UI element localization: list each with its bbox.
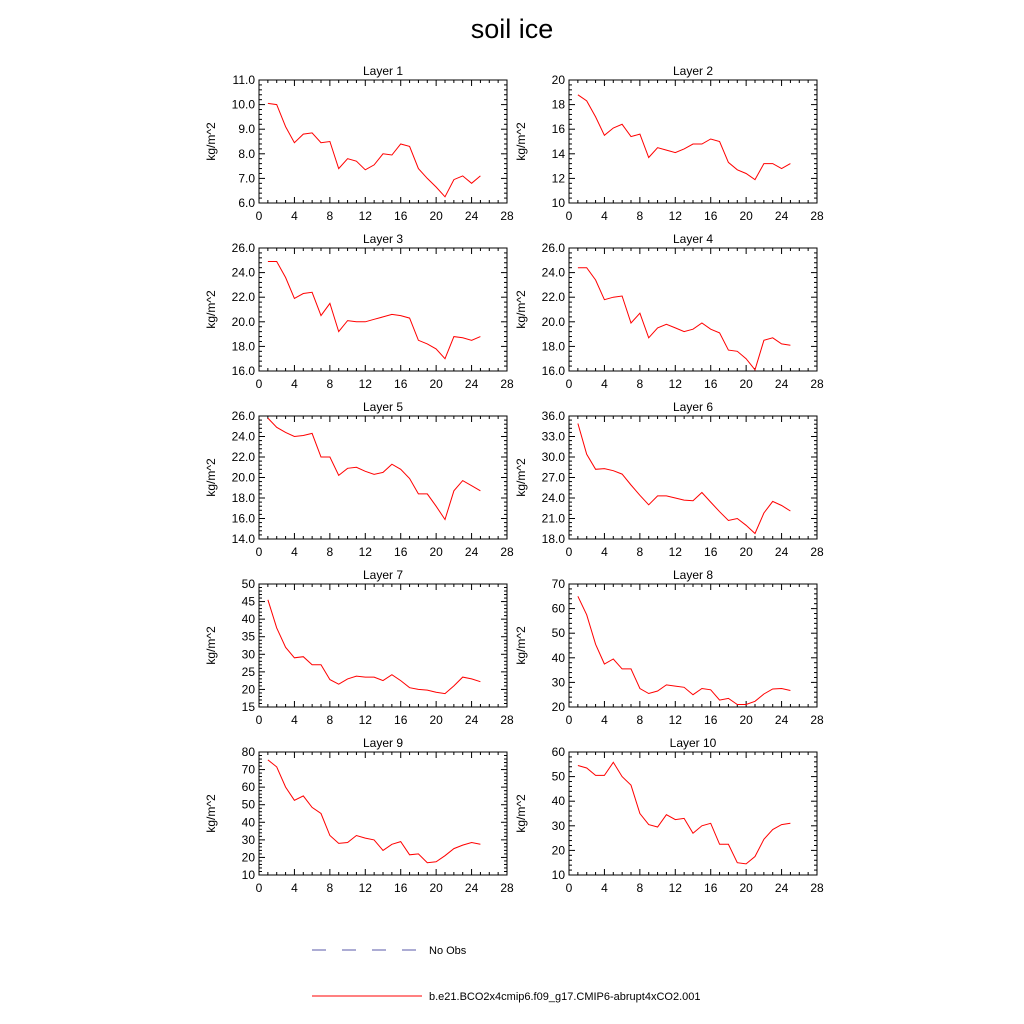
x-tick-label: 20 [429,881,443,895]
x-tick-label: 16 [704,209,718,223]
y-tick-label: 16.0 [541,364,565,378]
x-tick-label: 28 [500,713,514,727]
x-tick-label: 8 [636,881,644,895]
y-tick-label: 30 [551,818,565,833]
x-tick-label: 16 [704,713,718,727]
x-tick-label: 20 [429,713,443,727]
y-tick-label: 14.0 [231,532,255,546]
y-tick-label: 27.0 [541,470,565,485]
x-tick-label: 24 [464,881,479,895]
series-line [578,95,791,180]
y-tick-label: 20.0 [231,314,255,329]
y-axis-label: kg/m^2 [514,626,528,665]
x-tick-label: 12 [668,545,682,559]
x-tick-label: 4 [291,545,298,559]
page-title: soil ice [470,14,554,44]
x-tick-label: 24 [774,209,789,223]
x-tick-label: 16 [704,377,718,391]
x-tick-label: 8 [636,377,644,391]
x-tick-label: 8 [326,545,334,559]
panel-title: Layer 9 [362,736,404,750]
x-tick-label: 8 [326,209,334,223]
y-tick-label: 12 [551,171,565,186]
y-tick-label: 18.0 [541,339,565,354]
y-axis-label: kg/m^2 [204,458,218,497]
series-line [268,760,481,863]
x-tick-label: 4 [291,377,298,391]
x-tick-label: 12 [358,209,372,223]
x-tick-label: 24 [774,881,789,895]
y-tick-label: 50 [551,626,565,641]
x-tick-label: 0 [255,545,263,559]
series-line [578,762,791,864]
legend-label-1: No Obs [429,945,467,957]
x-tick-label: 0 [255,209,263,223]
y-tick-label: 10 [551,196,565,210]
y-axis-label: kg/m^2 [514,122,528,161]
y-tick-label: 50 [241,797,255,812]
y-axis-label: kg/m^2 [514,794,528,833]
y-tick-label: 18 [551,97,565,112]
y-tick-label: 18.0 [541,532,565,546]
y-tick-label: 20 [241,850,255,865]
y-axis-label: kg/m^2 [204,122,218,161]
y-tick-label: 40 [551,650,565,665]
y-tick-label: 16.0 [231,364,255,378]
plot-frame [259,584,507,707]
chart-panel-10 [514,736,824,895]
y-tick-label: 8.0 [238,146,255,161]
y-tick-label: 16 [551,122,565,137]
x-tick-label: 28 [500,209,514,223]
x-tick-label: 24 [464,377,479,391]
x-tick-label: 24 [774,713,789,727]
x-tick-label: 28 [810,209,824,223]
x-tick-label: 12 [668,713,682,727]
y-tick-label: 70 [551,577,565,591]
x-tick-label: 0 [255,377,263,391]
y-tick-label: 20 [551,843,565,858]
series-line [578,268,791,370]
x-tick-label: 16 [704,881,718,895]
x-tick-label: 16 [394,209,408,223]
y-axis-label: kg/m^2 [514,290,528,329]
x-tick-label: 12 [358,881,372,895]
y-tick-label: 26.0 [541,241,565,255]
x-tick-label: 12 [668,377,682,391]
x-tick-label: 28 [500,881,514,895]
x-tick-label: 4 [601,545,608,559]
y-tick-label: 22.0 [231,450,255,464]
plot-frame [569,752,817,875]
plot-frame [259,248,507,371]
y-tick-label: 30 [551,675,565,690]
chart-panel-2 [514,64,824,223]
y-tick-label: 50 [241,577,255,591]
legend-label-2: b.e21.BCO2x4cmip6.f09_g17.CMIP6-abrupt4xCO2.001 [429,991,701,1003]
chart-panel-7 [204,568,514,727]
x-tick-label: 28 [810,377,824,391]
chart-panel-8 [514,568,824,727]
y-axis-label: kg/m^2 [204,626,218,665]
y-tick-label: 16.0 [231,511,255,526]
y-axis-label: kg/m^2 [204,794,218,833]
x-tick-label: 8 [326,377,334,391]
series-line [578,596,791,704]
y-tick-label: 26.0 [231,241,255,255]
x-tick-label: 12 [358,377,372,391]
panel-title: Layer 4 [672,232,714,246]
y-tick-label: 24.0 [541,265,565,280]
x-tick-label: 4 [601,713,608,727]
y-tick-label: 36.0 [541,409,565,423]
x-tick-label: 28 [500,545,514,559]
series-line [268,600,481,694]
x-tick-label: 8 [326,881,334,895]
x-tick-label: 16 [394,377,408,391]
x-tick-label: 20 [739,377,753,391]
plot-frame [569,248,817,371]
y-tick-label: 60 [241,780,255,795]
x-tick-label: 16 [704,545,718,559]
y-tick-label: 24.0 [231,429,255,444]
y-axis-label: kg/m^2 [204,290,218,329]
y-tick-label: 22.0 [231,290,255,305]
y-tick-label: 33.0 [541,429,565,444]
x-tick-label: 20 [739,713,753,727]
panel-title: Layer 6 [672,400,714,414]
x-tick-label: 24 [464,713,479,727]
y-tick-label: 80 [241,745,255,759]
x-tick-label: 0 [565,209,573,223]
y-tick-label: 15 [241,700,255,714]
x-tick-label: 4 [601,209,608,223]
y-tick-label: 60 [551,745,565,759]
x-tick-label: 8 [636,545,644,559]
x-tick-label: 0 [255,713,263,727]
y-tick-label: 20.0 [541,314,565,329]
x-tick-label: 8 [636,209,644,223]
y-tick-label: 18.0 [231,339,255,354]
x-tick-label: 24 [464,545,479,559]
x-tick-label: 28 [810,881,824,895]
y-tick-label: 21.0 [541,511,565,526]
y-tick-label: 6.0 [238,196,255,210]
y-tick-label: 35 [241,629,255,644]
x-tick-label: 20 [429,545,443,559]
plot-frame [569,80,817,203]
x-tick-label: 28 [810,713,824,727]
x-tick-label: 12 [358,545,372,559]
chart-panel-4 [514,232,824,391]
series-line [268,418,481,519]
plot-frame [259,752,507,875]
x-tick-label: 4 [601,881,608,895]
y-tick-label: 20.0 [231,470,255,485]
panel-title: Layer 2 [672,64,714,78]
series-line [268,262,481,359]
series-line [268,103,481,196]
x-tick-label: 24 [774,377,789,391]
y-tick-label: 50 [551,769,565,784]
x-tick-label: 28 [810,545,824,559]
x-tick-label: 16 [394,881,408,895]
panel-title: Layer 7 [362,568,404,582]
legend [312,945,701,1003]
chart-panel-6 [514,400,824,559]
y-tick-label: 10 [551,868,565,882]
y-tick-label: 30 [241,647,255,662]
y-tick-label: 60 [551,601,565,616]
y-tick-label: 20 [241,682,255,697]
chart-panel-1 [204,64,514,223]
x-tick-label: 24 [774,545,789,559]
x-tick-label: 0 [565,881,573,895]
y-tick-label: 10.0 [231,97,255,112]
series-line [578,424,791,534]
x-tick-label: 4 [291,209,298,223]
x-tick-label: 28 [500,377,514,391]
x-tick-label: 20 [739,881,753,895]
y-tick-label: 18.0 [231,491,255,505]
x-tick-label: 20 [739,209,753,223]
y-tick-label: 14 [551,146,565,161]
panel-title: Layer 3 [362,232,404,246]
x-tick-label: 0 [565,377,573,391]
chart-panel-3 [204,232,514,391]
y-tick-label: 24.0 [541,491,565,505]
x-tick-label: 20 [429,377,443,391]
y-tick-label: 11.0 [232,73,255,87]
x-tick-label: 8 [326,713,334,727]
x-tick-label: 16 [394,545,408,559]
x-tick-label: 8 [636,713,644,727]
y-tick-label: 10 [241,868,255,882]
y-tick-label: 30.0 [541,450,565,464]
x-tick-label: 4 [291,881,298,895]
x-tick-label: 0 [565,713,573,727]
panel-title: Layer 10 [669,736,717,750]
x-tick-label: 20 [429,209,443,223]
plot-frame [259,416,507,539]
x-tick-label: 16 [394,713,408,727]
y-tick-label: 25 [241,664,255,679]
x-tick-label: 0 [255,881,263,895]
y-tick-label: 22.0 [541,290,565,305]
y-tick-label: 70 [241,762,255,777]
y-tick-label: 40 [241,815,255,830]
y-tick-label: 24.0 [231,265,255,280]
y-tick-label: 9.0 [238,122,255,137]
y-axis-label: kg/m^2 [514,458,528,497]
y-tick-label: 30 [241,832,255,847]
x-tick-label: 12 [358,713,372,727]
panel-title: Layer 8 [672,568,714,582]
x-tick-label: 0 [565,545,573,559]
y-tick-label: 45 [241,594,255,609]
x-tick-label: 12 [668,881,682,895]
x-tick-label: 24 [464,209,479,223]
y-tick-label: 40 [241,612,255,627]
y-tick-label: 26.0 [231,409,255,423]
x-tick-label: 20 [739,545,753,559]
x-tick-label: 12 [668,209,682,223]
plot-frame [569,416,817,539]
y-tick-label: 20 [551,73,565,87]
panel-title: Layer 1 [362,64,404,78]
chart-panel-9 [204,736,514,895]
y-tick-label: 20 [551,700,565,714]
panel-title: Layer 5 [362,400,404,414]
chart-panel-5 [204,400,514,559]
x-tick-label: 4 [601,377,608,391]
y-tick-label: 40 [551,794,565,809]
x-tick-label: 4 [291,713,298,727]
y-tick-label: 7.0 [238,171,255,186]
